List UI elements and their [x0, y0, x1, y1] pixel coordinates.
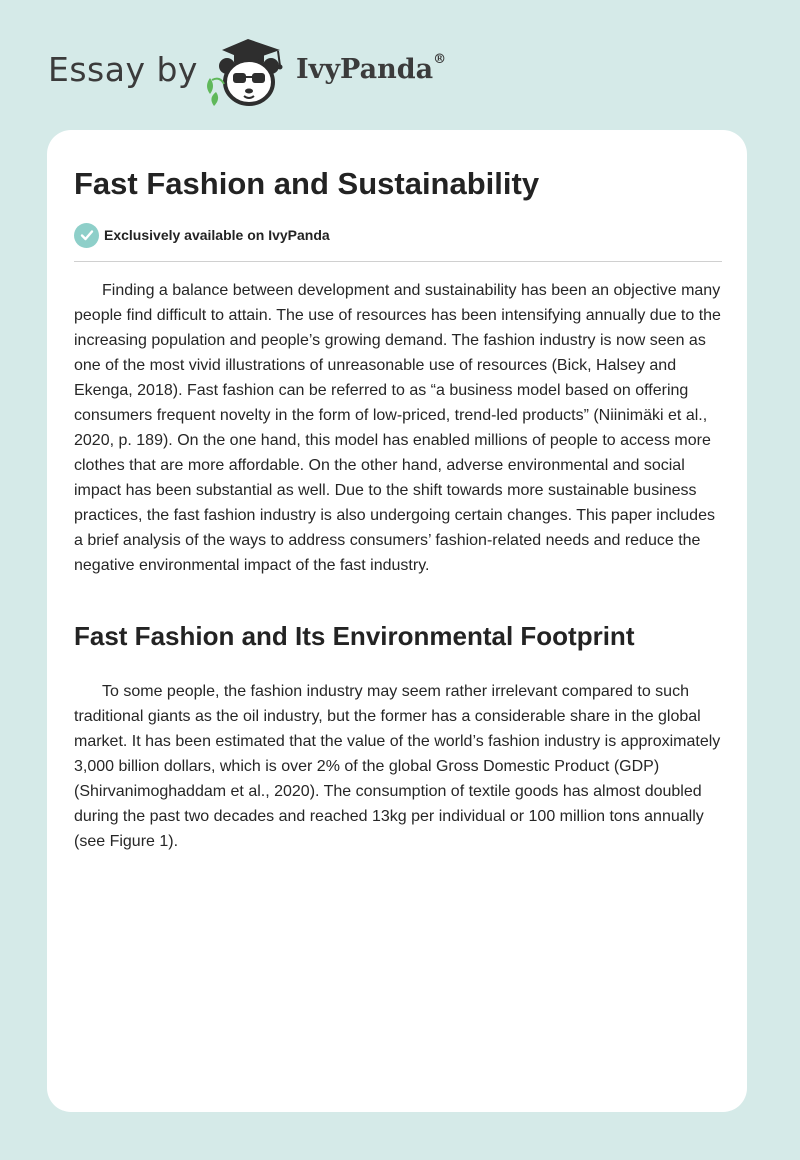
registered-mark: ®	[433, 52, 447, 67]
ivypanda-brand[interactable]	[296, 54, 446, 85]
intro-paragraph: Finding a balance between development and sustainability has been an objective many people find difficult to attain. The use of resources has been intensifying annually due to the increasing population and people’s growing demand. The fashion industry is now seen as one of the most vivid illustrations of unreasonable use of resources (Bick, Halsey and Ekenga, 2018). Fast fashion can be referred to as “a business model based on offering consumers frequent novelty in the form of low-priced, trend-led products” (Niinimäki et al., 2020, p. 189). On the one hand, this model has enabled millions of people to access more clothes that are more affordable. On the other hand, adverse environmental and social impact has been substantial as well. Due to the shift towards more sustainable business practices, the fast fashion industry is also undergoing certain changes. This paper includes a brief analysis of the ways to address consumers’ fashion-related needs and reduce the negative environmental impact of the fast industry.	[74, 282, 721, 574]
site-header	[0, 0, 800, 130]
page-title: Fast Fashion and Sustainability	[74, 166, 540, 201]
essay-card	[47, 130, 747, 1112]
exclusive-badge-label: Exclusively available on IvyPanda	[104, 227, 330, 243]
check-circle-icon	[74, 223, 99, 248]
ivypanda-logo-icon[interactable]	[200, 36, 295, 110]
section-paragraph: To some people, the fashion industry may seem rather irrelevant compared to such traditional giants as the oil industry, but the former has a considerable share in the global market. It has been estimated that the value of the world’s fashion industry is approximately 3,000 billion dollars, which is over 2% of the global Gross Domestic Product (GDP) (Shirvanimoghaddam et al., 2020). The consumption of textile goods has almost doubled during the past two decades and reached 13kg per individual or 100 million tons annually (see Figure 1).	[74, 683, 721, 850]
essay-by-label: Essay by	[48, 50, 198, 89]
brand-name: IvyPanda	[296, 54, 434, 85]
section-heading: Fast Fashion and Its Environmental Footprint	[74, 621, 635, 651]
exclusive-badge	[74, 222, 330, 248]
divider	[74, 261, 722, 262]
